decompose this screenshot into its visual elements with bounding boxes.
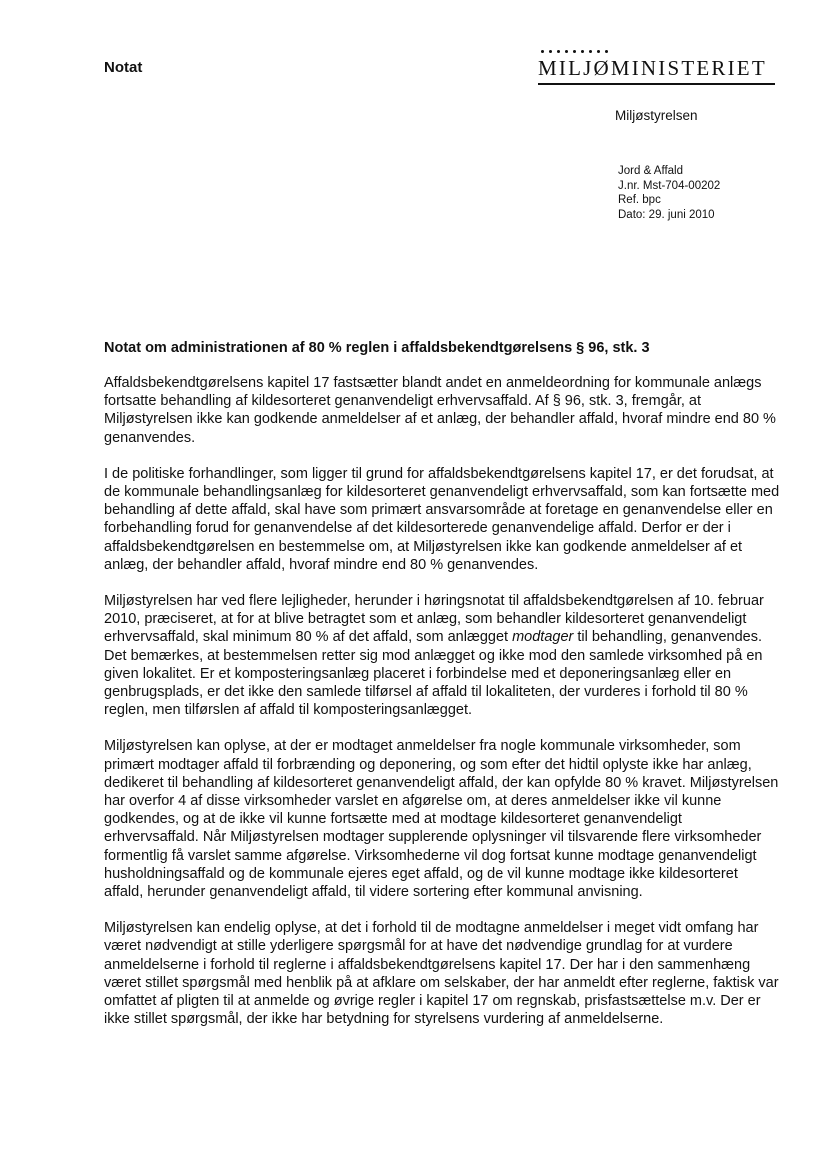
paragraph-1: Affaldsbekendtgørelsens kapitel 17 fastsætter blandt andet en anmeldeordning for kommunale anlægs fortsatte behandling af kildesorteret genanvendeligt erhvervsaffald. Af § 96, stk. 3, fremgår, at Miljøstyrelsen ikke kan godkende anmeldelser af et anlæg, der behandler affald, hvoraf mindre end 80 % genanvendes. — [104, 375, 776, 446]
paragraph-3-emphasis: modtager — [512, 629, 574, 646]
logo-rule — [538, 83, 775, 85]
meta-date: Dato: 29. juni 2010 — [618, 208, 715, 221]
paragraph-3 — [104, 592, 780, 719]
meta-department: Jord & Affald — [618, 165, 683, 177]
document-title: Notat om administrationen af 80 % reglen i affaldsbekendtgørelsens § 96, stk. 3 — [104, 340, 650, 356]
paragraph-5: Miljøstyrelsen kan endelig oplyse, at det i forhold til de modtagne anmeldelser i meget vidt omfang har været nødvendigt at stille yderligere spørgsmål for at have det nødvendige grundlag for at vurdere anmeldelserne i forhold til reglerne i affaldsbekendtgørelsens kapitel 17. Der har i den sammenhæng været stillet spørgsmål med henblik på at afklare om selskaber, der har anmeldt efter reglerne, faktisk var omfattet af pligten til at anmelde og øvrige regler i kapitel 17 om regnskab, prisfastsættelse m.v. Der er ikke stillet spørgsmål, der ikke har betydning for styrelsens vurdering af anmeldelserne. — [104, 920, 779, 1028]
paragraph-2: I de politiske forhandlinger, som ligger til grund for affaldsbekendtgørelsens kapitel 17, er det forudsat, at de kommunale behandlingsanlæg for kildesorteret genanvendeligt erhvervsaffald, som kan fortsætte med behandling af dette affald, skal have som primært ansvarsområde at foretage en genanvendelse eller en forbehandling forud for genanvendelse af det kildesorterede genanvendelige affald. Derfor er der i affaldsbekendtgørelsen en bestemmelse om, at Miljøstyrelsen ikke kan godkende anmeldelser af et anlæg, der behandler affald, hvoraf mindre end 80 % genanvendes. — [104, 465, 780, 573]
document-type-label: Notat — [104, 59, 143, 76]
paragraph-4: Miljøstyrelsen kan oplyse, at der er modtaget anmeldelser fra nogle kommunale virksomheder, som primært modtager affald til forbrænding og deponering, og som efter det hidtil oplyste ikke har anlæg, dedikeret til behandling af kildesorteret genanvendeligt affald, der kan opfylde 80 % kravet. Miljøstyrelsen har overfor 4 af disse virksomheder varslet en afgørelse om, at deres anmeldelser ikke vil kunne godkendes, og at de ikke vil kunne fortsætte med at modtage kildesorteret genanvendeligt erhvervsaffald. Når Miljøstyrelsen modtager supplerende oplysninger vil tilsvarende flere virksomheder formentlig få varslet samme afgørelse. Virksomhederne vil dog fortsat kunne modtage genanvendeligt husholdningsaffald og de kommunale ejeres eget affald, og de vil kunne modtage ikke kildesorteret affald, herunder genanvendeligt affald, til videre sortering efter kommunal anvisning. — [104, 738, 779, 901]
document-body — [104, 374, 780, 1047]
paragraph-3-text-after: til behandling, genanvendes. Det bemærkes, at bestemmelsen retter sig mod anlægget og ikke mod den samlede virksomhed på en given lokalitet. Er et komposteringsanlæg placeret i forbindelse med et deponeringsanlæg eller en genbrugsplads, er det ikke den samlede tilførsel af affald til lokaliteten, der vurderes i forhold til 80 % reglen, men tilførslen af affald til komposteringsanlægget. — [104, 629, 763, 719]
paragraph-3-text-before: Miljøstyrelsen har ved flere lejligheder, herunder i høringsnotat til affaldsbekendtgørelsen af 10. februar 2010, præciseret, at for at blive betragtet som et anlæg, som behandler kildesorteret genanvendeligt erhvervsaffald, skal minimum 80 % af det affald, som anlægget — [104, 593, 764, 646]
agency-name: Miljøstyrelsen — [615, 108, 698, 123]
meta-journal-number: J.nr. Mst-704-00202 — [618, 179, 721, 192]
ministry-name: MILJØMINISTERIET — [538, 56, 767, 80]
meta-reference: Ref. bpc — [618, 194, 661, 206]
document-metadata — [618, 164, 720, 222]
ministry-logo — [538, 50, 776, 85]
